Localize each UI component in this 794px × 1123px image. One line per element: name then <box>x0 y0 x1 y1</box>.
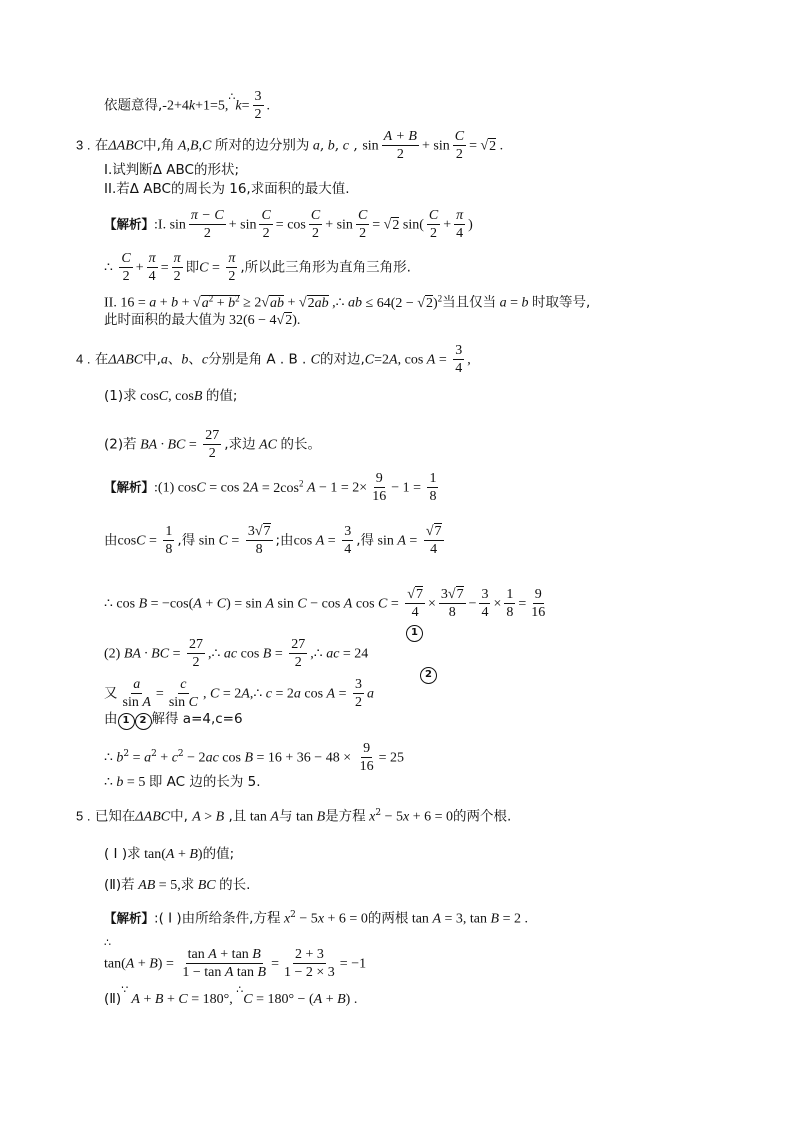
solution-tag: 【解析】 <box>104 479 155 495</box>
q4-solution-3: ∴ cos B = −cos(A + C) = sin A sin C − cos A cos C = $\frac{√7}{4}$ × $\frac{3√7}{8}$ − $\frac{3}{4}$ × $\frac{1}{8}$ = $\frac{9}{16}$ <box>104 587 546 620</box>
solution-tag: 【解析】 <box>104 216 155 232</box>
q5-solution-3: (Ⅱ)∵ A + B + C = 180°, ∴C = 180° − (A + B) . <box>104 983 358 1007</box>
q5-solution-2: ∴ tan(A + B) = $\frac{\text{tan A + tan B}}{\text{1 − tan A tan B}}$ = $\frac{2 + 3}{1 - 2 \times 3}$ = −1 <box>104 936 367 980</box>
q4-number: 4 . <box>76 351 91 367</box>
q5-part2: (Ⅱ)若 AB = 5,求 BC 的长. <box>104 877 251 893</box>
q4-solution-5: 又 $\frac{a}{\text{sin A}}$ = $\frac{c}{\text{sin C}}$ , C = 2A,∴ c = 2a cos A = $\frac{3}{2}$ a <box>104 677 374 710</box>
q3-solution-2: ∴ $\frac{C}{2}$ + $\frac{\pi}{4}$ = $\frac{\pi}{2}$ 即C = $\frac{\pi}{2}$ ,所以此三角形为直角三角形. <box>104 251 411 284</box>
line-k-result: 依题意得,-2+4k+1=5,∴k= $\frac{3}{2}$ . <box>104 89 270 122</box>
q3-part2: II.若Δ ABC的周长为 16,求面积的最大值. <box>104 181 350 197</box>
solution-tag: 【解析】 <box>104 910 155 926</box>
q5-solution-1: 【解析】:( I )由所给条件,方程 $x^2 - 5x + 6 = 0$的两根 tan A = 3, tan B = 2 . <box>104 910 528 927</box>
q5-intro: 5 . 已知在ΔABC中, A > B ,且 tan A与 tan B是方程 $x^2 - 5x + 6 = 0$的两个根. <box>76 808 512 825</box>
q4-solution-2: 由cosC = $\frac{1}{8}$ ,得 sin C = $\frac{3√7}{8}$ ;由cos A = $\frac{3}{4}$ ,得 sin A = $\frac{√7}{4}$ <box>104 524 442 557</box>
q3-number: 3 . <box>76 137 91 153</box>
q4-solution-6: 由 1 2 解得 a=4,c=6 <box>104 710 243 730</box>
q4-solution-7: ∴ $b^2 = a^2 + c^2 - 2ac$ cos B = 16 + 36 − 48 × $\frac{9}{16}$ = 25 <box>104 741 405 774</box>
q4-solution-8: ∴ b = 5 即 AC 边的长为 5. <box>104 774 261 790</box>
q3-intro: 3 . 在ΔABC中,角 A,B,C 所对的边分别为 a, b, c , sin $\frac{A + B}{2}$ + sin $\frac{C}{2}$ = √2 . <box>76 129 504 162</box>
q4-solution-4: (2) BA · BC = $\frac{27}{2}$ ,∴ ac cos B = $\frac{27}{2}$ ,∴ ac = 24 <box>104 637 369 670</box>
q3-solution-1: 【解析】:I. sin $\frac{\pi - C}{2}$ + sin $\frac{C}{2}$ = cos $\frac{C}{2}$ + sin $\frac{C}{2}$ = √2 sin( $\frac{C}{2}$ + $\frac{\pi}{4}$ ) <box>104 208 473 241</box>
q5-number: 5 . <box>76 808 91 824</box>
q4-part2: (2)若 BA · BC = $\frac{27}{2}$ ,求边 AC 的长。 <box>104 428 321 461</box>
q3-part1: I.试判断Δ ABC的形状; <box>104 162 240 178</box>
q3-solution-3: II. $16 = a + b + √a^2 + b^2 \ge 2√ab + √2ab$ ,∴ ab ≤ $64(2 - √2)^2$当且仅当 a = b 时取等号, <box>104 293 591 311</box>
circle-one-marker: 1 <box>406 622 423 642</box>
q4-solution-1: 【解析】:(1) $\cos C = \cos 2A = 2\cos^2$ A − 1 = 2× $\frac{9}{16}$ − 1 = $\frac{1}{8}$ <box>104 471 437 504</box>
q5-part1: ( I )求 tan(A + B)的值; <box>104 846 235 862</box>
q3-solution-4: 此时面积的最大值为 32(6 − 4√2). <box>104 312 301 328</box>
q4-part1: (1)求 cosC, cosB 的值; <box>104 388 238 404</box>
circle-two-marker: 2 <box>420 664 437 684</box>
q4-intro: 4 . 在ΔABC中,a、b、c分别是角 A . B . C的对边,C=2A, cos A = $\frac{3}{4}$ , <box>76 343 471 376</box>
